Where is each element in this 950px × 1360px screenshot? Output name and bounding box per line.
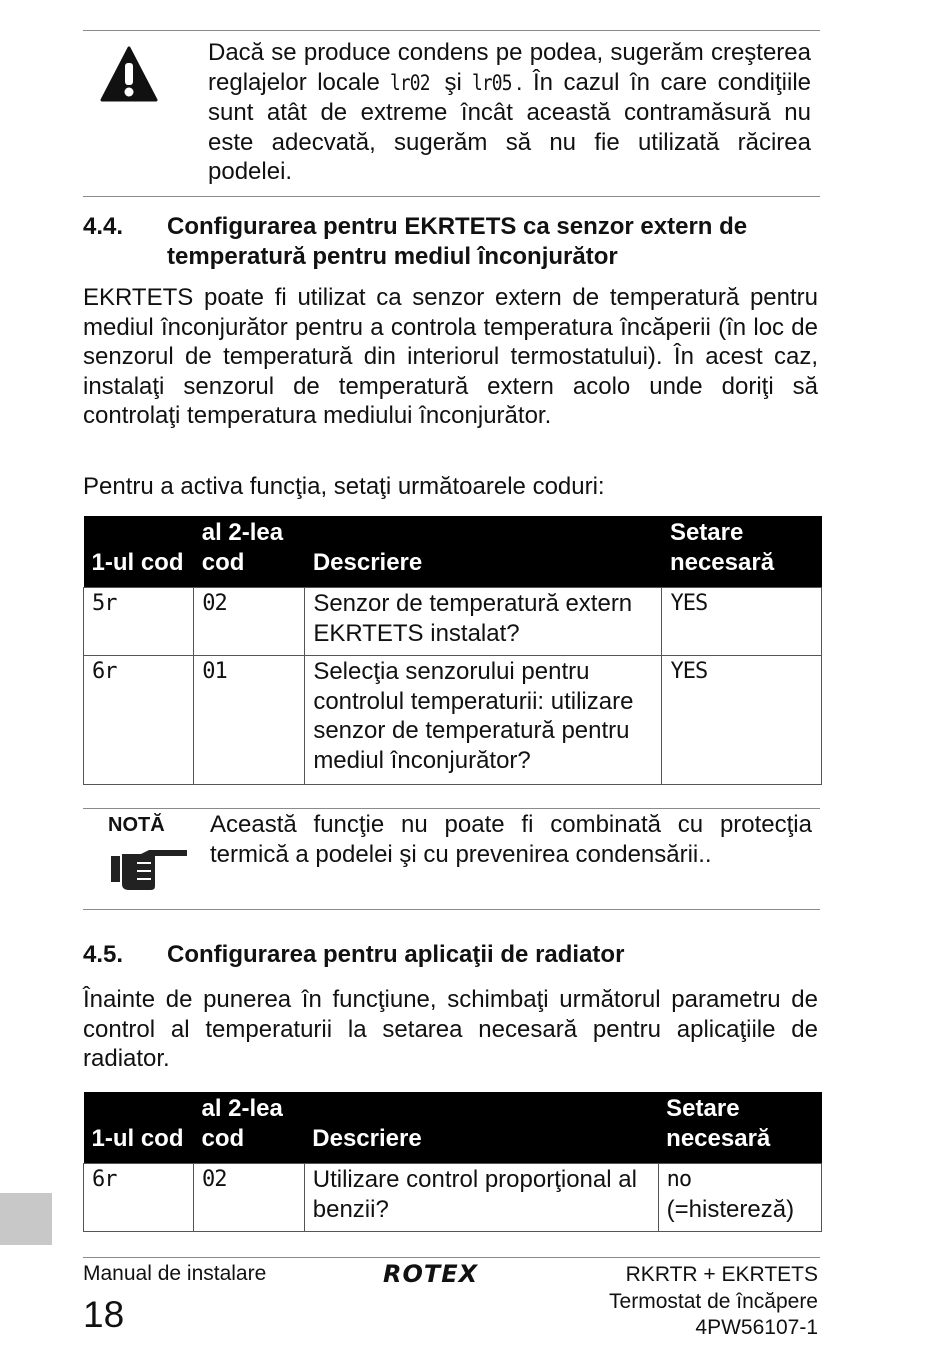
setting-note: (=histereză)	[666, 1195, 795, 1223]
note-text: Această funcţie nu poate fi combinată cu protecţia termică a podelei şi cu prevenirea condensării..	[210, 811, 812, 868]
header-cell: al 2-lea cod	[194, 516, 305, 588]
first-code-cell: 5r	[84, 588, 194, 656]
product-subtitle: Termostat de încăpere	[609, 1289, 818, 1313]
paragraph: Pentru a activa funcţia, setaţi următoarele coduri:	[83, 473, 605, 500]
warning-text: Dacă se produce condens pe podea, sugerăm creşterea reglajelor locale lr02 şi lr05 . În cazul în care condiţiile sunt atât de extreme încât această contramăsură nu este adecvată, sugerăm să nu fie utilizată răcirea podelei.	[208, 39, 812, 185]
section-number: 4.5.	[83, 941, 124, 968]
product-name: RKRTR + EKRTETS	[625, 1263, 818, 1286]
section-title: Configurarea pentru EKRTETS ca senzor extern de temperatură pentru mediul înconjurător	[167, 213, 748, 270]
table-header-row	[84, 1092, 822, 1164]
page-number: 18	[83, 1294, 125, 1335]
description-cell: Utilizare control proporţional al benzii?	[304, 1164, 658, 1232]
footer-product-info	[609, 1262, 818, 1342]
top-rule	[83, 30, 820, 31]
first-code-cell: 6r	[84, 1164, 194, 1232]
setting-value: no	[666, 1167, 692, 1192]
header-cell: Descriere	[305, 516, 662, 588]
first-code-cell: 6r	[84, 656, 194, 785]
document-code: 4PW56107-1	[695, 1316, 818, 1339]
setting-cell	[658, 1164, 821, 1232]
lcd-code-lr05: lr05	[472, 70, 512, 95]
paragraph: EKRTETS poate fi utilizat ca senzor extern de temperatură pentru mediul înconjurător pentru a controla temperatura încăperii (în loc de senzorul de temperatură din interiorul termostatului). În acest caz, instalaţi senzorul de temperatură extern acolo unde doriţi să controlaţi temperatura mediului înconjurător.	[83, 284, 818, 430]
paragraph: Înainte de punerea în funcţiune, schimbaţi următorul parametru de control al temperaturii la setarea necesară pentru aplicaţiile de radiator.	[83, 986, 818, 1073]
footer-rule	[83, 1257, 820, 1258]
pointing-hand-icon	[111, 846, 189, 892]
second-code-cell: 02	[194, 588, 305, 656]
warning-icon	[100, 46, 158, 102]
header-cell: Setare necesară	[662, 516, 822, 588]
header-cell: 1-ul cod	[84, 516, 194, 588]
description-cell: Senzor de temperatură extern EKRTETS instalat?	[305, 588, 662, 656]
setting-cell: YES	[662, 588, 822, 656]
description-cell: Selecţia senzorului pentru controlul temperaturii: utilizare senzor de temperatură pentru mediul înconjurător?	[305, 656, 662, 785]
table-header-row	[84, 516, 822, 588]
header-cell: Descriere	[304, 1092, 658, 1164]
note-top-rule	[83, 808, 820, 809]
note-label: NOTĂ	[108, 814, 165, 836]
note-bottom-rule	[83, 909, 820, 910]
section-number: 4.4.	[83, 213, 124, 240]
warning-bottom-rule	[83, 196, 820, 197]
page-edge-tab	[0, 1193, 52, 1245]
rotex-logo: ROTEX	[383, 1260, 479, 1288]
table-row	[84, 1164, 822, 1232]
setting-cell: YES	[662, 656, 822, 785]
second-code-cell: 02	[193, 1164, 304, 1232]
second-code-cell: 01	[194, 656, 305, 785]
table-row	[84, 656, 822, 785]
section-title: Configurarea pentru aplicaţii de radiator	[167, 941, 625, 968]
header-cell: Setare necesară	[658, 1092, 821, 1164]
lcd-code-lr02: lr02	[390, 70, 430, 95]
header-cell: al 2-lea cod	[193, 1092, 304, 1164]
table-row	[84, 588, 822, 656]
codes-table-1	[83, 516, 822, 785]
manual-label: Manual de instalare	[83, 1262, 267, 1285]
codes-table-2	[83, 1092, 822, 1232]
header-cell: 1-ul cod	[84, 1092, 194, 1164]
